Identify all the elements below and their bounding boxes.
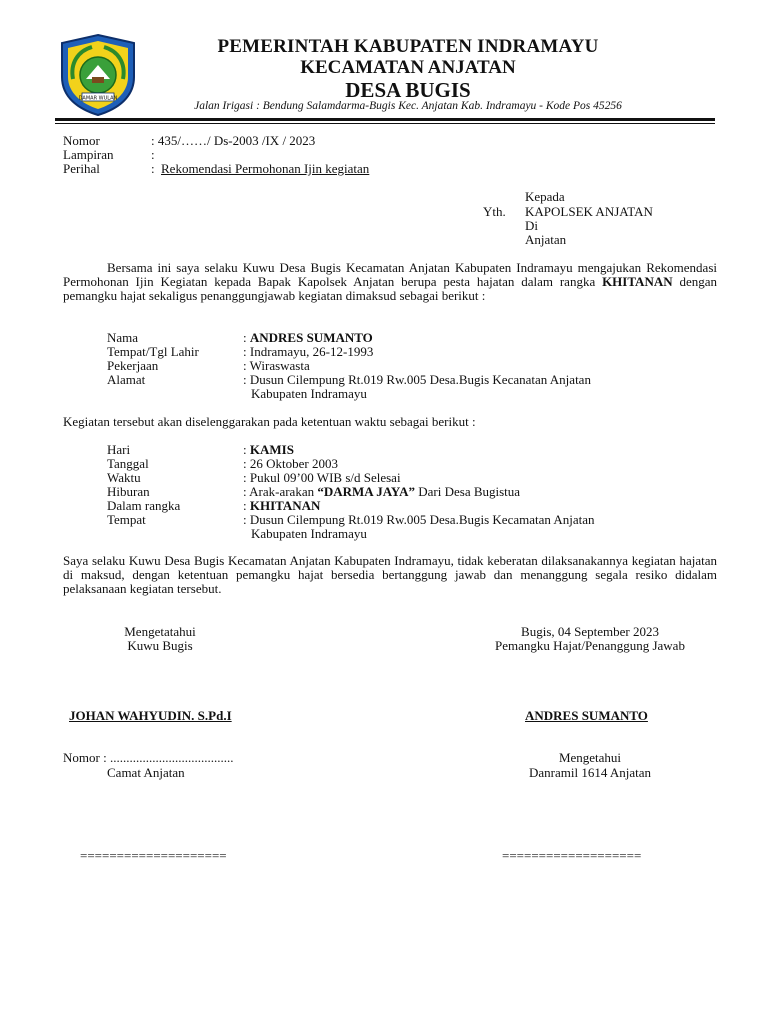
- header-rule-thin: [55, 123, 715, 124]
- left-title-2: Kuwu Bugis: [127, 638, 193, 653]
- lampiran-label: Lampiran: [63, 147, 114, 162]
- closing-paragraph: Saya selaku Kuwu Desa Bugis Kecamatan Anjatan Kabupaten Indramayu, tidak keberatan dilaksanakannya kegiatan hajatan di maksud, dengan ketentuan pemangku hajat bersedia bertanggung jawab dan menanggung segala resiko didalam pelaksanaan kegiatan tersebut.: [63, 553, 717, 597]
- perihal-label: Perihal: [63, 161, 100, 176]
- pekerjaan-label: Pekerjaan: [107, 358, 159, 373]
- nama-value: : ANDRES SUMANTO: [243, 330, 373, 345]
- hiburan-text-2: Dari Desa Bugistua: [415, 484, 521, 499]
- opening-text-1: Bersama ini saya selaku Kuwu Desa Bugis Kecamatan Anjatan Kabupaten Indramayu mengajukan Rekomendasi Permohonan Ijin Kegiatan kepada Bapak Kapolsek Anjatan berupa pesta hajatan dalam rangka: [63, 260, 717, 290]
- nama-bold: ANDRES SUMANTO: [249, 330, 373, 345]
- kop-line-3: DESA BUGIS: [345, 78, 471, 102]
- camat-title: Camat Anjatan: [107, 765, 185, 780]
- schedule-intro: Kegiatan tersebut akan diselenggarakan pada ketentuan waktu sebagai berikut :: [63, 414, 476, 429]
- kop-address: Jalan Irigasi : Bendung Salamdarma-Bugis Kec. Anjatan Kab. Indramayu - Kode Pos 45256: [194, 100, 622, 112]
- nama-label: Nama: [107, 330, 139, 345]
- ttl-value: : Indramayu, 26-12-1993: [243, 344, 374, 359]
- recipient-kepada: Kepada: [525, 189, 565, 204]
- header-rule-thick: [55, 118, 715, 121]
- rangka-bold: KHITANAN: [249, 498, 321, 513]
- opening-paragraph: [63, 261, 717, 304]
- tempat-value: : Dusun Cilempung Rt.019 Rw.005 Desa.Bugis Kecamatan Anjatan: [243, 512, 595, 527]
- perihal-value: Rekomendasi Permohonan Ijin kegiatan: [161, 161, 370, 176]
- tempat-label: Tempat: [107, 512, 146, 527]
- ttl-label: Tempat/Tgl Lahir: [107, 344, 199, 359]
- hiburan-bold: “DARMA JAYA”: [317, 484, 415, 499]
- hiburan-text-1: : Arak-arakan: [243, 484, 318, 499]
- left-signature-line: ====================: [80, 848, 227, 863]
- kop-line-2: KECAMATAN ANJATAN: [300, 57, 516, 78]
- nomor-label: Nomor: [63, 133, 100, 148]
- waktu-label: Waktu: [107, 470, 141, 485]
- left-title-1: Mengetatahui: [124, 624, 196, 639]
- hiburan-label: Hiburan: [107, 484, 150, 499]
- danramil-mengetahui: Mengetahui: [558, 750, 622, 765]
- recipient-place: Anjatan: [525, 232, 567, 247]
- kop-line-1: PEMERINTAH KABUPATEN INDRAMAYU: [217, 36, 599, 57]
- rangka-value: : KHITANAN: [243, 498, 321, 513]
- hari-bold: KAMIS: [249, 442, 294, 457]
- nomor-value: : 435/……/ Ds-2003 /IX / 2023: [151, 133, 316, 148]
- opening-bold: KHITANAN: [602, 274, 673, 290]
- village-logo: [56, 33, 140, 117]
- alamat-value: : Dusun Cilempung Rt.019 Rw.005 Desa.Bugis Kecanatan Anjatan: [243, 372, 591, 387]
- right-signatory-name: ANDRES SUMANTO: [525, 708, 648, 723]
- pekerjaan-value: : Wiraswasta: [243, 358, 310, 373]
- rangka-label: Dalam rangka: [107, 498, 181, 513]
- right-title: Pemangku Hajat/Penanggung Jawab: [495, 638, 685, 653]
- lampiran-value: :: [151, 147, 155, 162]
- recipient-di: Di: [525, 218, 538, 233]
- recipient-name: KAPOLSEK ANJATAN: [525, 204, 653, 219]
- opening-text-2: dengan pemangku hajat sekaligus penanggungjawab kegiatan dimaksud sebagai berikut :: [63, 274, 717, 304]
- alamat-label: Alamat: [107, 372, 146, 387]
- right-date: Bugis, 04 September 2023: [521, 624, 659, 639]
- tanggal-label: Tanggal: [107, 456, 149, 471]
- tempat-value-2: Kabupaten Indramayu: [251, 526, 367, 541]
- left-signatory-name: JOHAN WAHYUDIN. S.Pd.I: [69, 708, 232, 723]
- danramil-title: Danramil 1614 Anjatan: [528, 765, 652, 780]
- camat-nomor: Nomor : ......................................: [63, 750, 234, 765]
- hari-value: : KAMIS: [243, 442, 294, 457]
- perihal-colon: :: [151, 161, 155, 176]
- recipient-yth: Yth.: [483, 204, 506, 219]
- alamat-value-2: Kabupaten Indramayu: [251, 386, 367, 401]
- hari-label: Hari: [107, 442, 131, 457]
- right-signature-line: ===================: [502, 848, 642, 863]
- tanggal-value: : 26 Oktober 2003: [243, 456, 338, 471]
- logo-text: DAMAR WULAN: [78, 95, 118, 102]
- waktu-value: : Pukul 09’00 WIB s/d Selesai: [243, 470, 401, 485]
